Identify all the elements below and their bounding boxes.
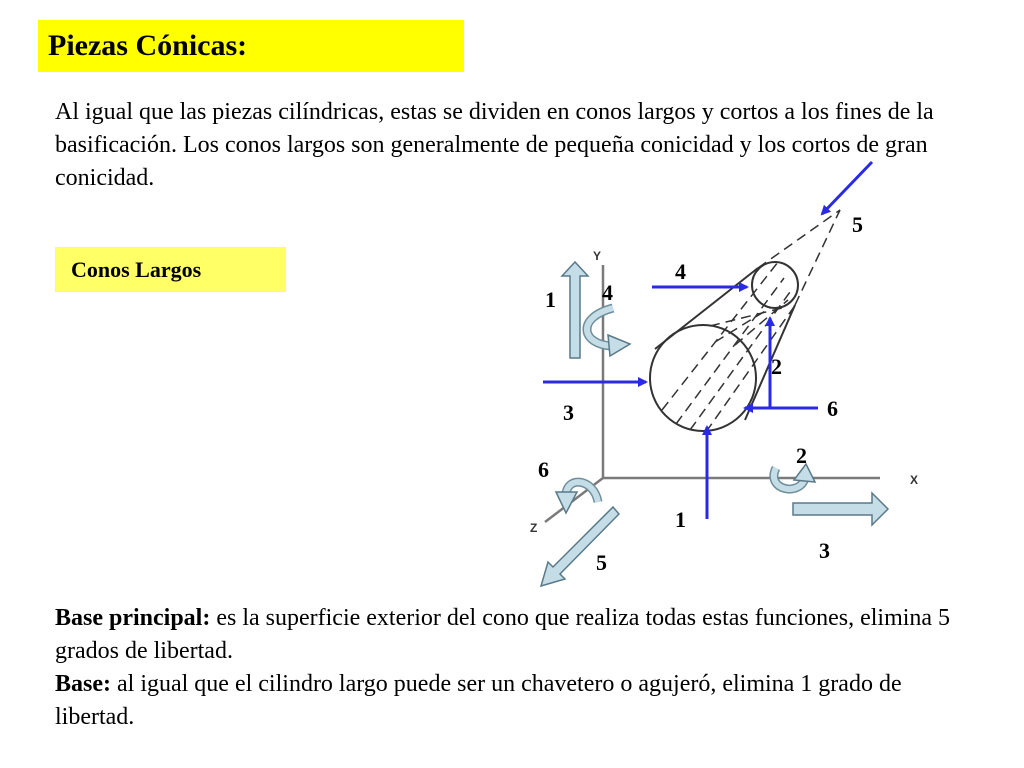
translation-arrow-z-down <box>541 507 619 586</box>
intro-paragraph: Al igual que las piezas cilíndricas, estas se dividen en conos largos y cortos a los fines de la basificación. Los conos largos son generalmente de pequeña conicidad y los cortos de gran conicidad. <box>55 99 934 191</box>
base-term: Base: <box>55 671 111 697</box>
arrow-5-top <box>822 162 872 214</box>
label-2-rotation: 2 <box>796 443 807 468</box>
slide-title: Piezas Cónicas: <box>38 20 464 72</box>
cone-top-circle <box>752 262 798 308</box>
translation-arrow-y-up <box>562 262 588 358</box>
label-1-bottom: 1 <box>675 507 686 532</box>
section-label-conos-largos: Conos Largos <box>55 247 286 292</box>
base-principal-paragraph <box>55 602 955 668</box>
rotation-arrow-y <box>587 308 630 356</box>
rotation-arrow-x <box>774 464 815 489</box>
base-paragraph <box>55 668 955 734</box>
base-principal-term: Base principal: <box>55 605 211 631</box>
label-6-rotation: 6 <box>538 457 549 482</box>
label-4-rotation: 4 <box>602 280 613 305</box>
bottom-text <box>55 602 955 734</box>
translation-arrow-x-right <box>793 493 888 525</box>
cone-shape <box>650 210 840 432</box>
label-6-right: 6 <box>827 396 838 421</box>
label-3-right: 3 <box>819 538 830 563</box>
axis-z-label: Z <box>530 521 538 535</box>
label-5-top: 5 <box>852 212 863 237</box>
label-1-left: 1 <box>545 287 556 312</box>
axis-x-label: X <box>910 473 919 487</box>
axis-y-label: Y <box>593 249 602 263</box>
label-2-mid: 2 <box>771 354 782 379</box>
base-desc: al igual que el cilindro largo puede ser un chavetero o agujeró, elimina 1 grado de libertad. <box>55 671 902 730</box>
label-3-left: 3 <box>563 400 574 425</box>
label-4-top: 4 <box>675 259 686 284</box>
label-5-bottom: 5 <box>596 550 607 575</box>
base-principal-desc: es la superficie exterior del cono que realiza todas estas funciones, elimina 5 grados de libertad. <box>55 605 951 664</box>
cone-upper-silhouette <box>655 268 758 349</box>
axis-x <box>603 473 918 487</box>
